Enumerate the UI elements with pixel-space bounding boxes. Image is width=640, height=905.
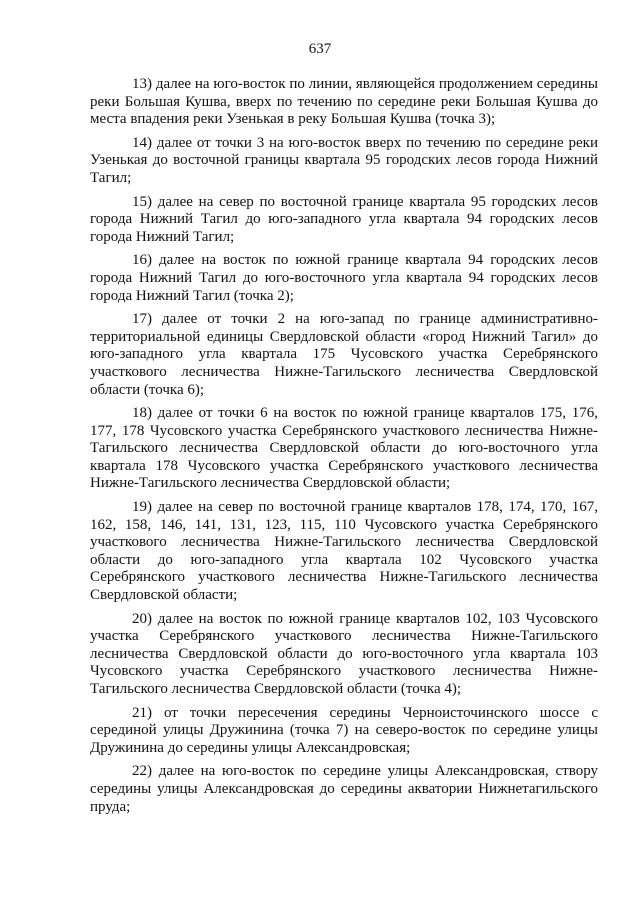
- document-body: [90, 76, 598, 822]
- page-number: 637: [308, 41, 332, 57]
- paragraph-22: 22) далее на юго-восток по середине улицы Александровская, створу середины улицы Александровская до середины акватории Нижнетагильского пруда;: [90, 763, 598, 815]
- paragraph-21: 21) от точки пересечения середины Черноисточинского шоссе с серединой улицы Дружинина (точка 7) на северо-восток по середине улицы Дружинина до середины улицы Александровская;: [90, 704, 598, 756]
- paragraph-16: 16) далее на восток по южной границе квартала 94 городских лесов города Нижний Тагил до юго-восточного угла квартала 94 городских лесов города Нижний Тагил (точка 2);: [90, 252, 598, 304]
- paragraph-18: 18) далее от точки 6 на восток по южной границе кварталов 175, 176, 177, 178 Чусовского участка Серебрянского участкового лесничества Нижне-Тагильского лесничества Свердловской области до юго-восточного угла квартала 178 Чусовского участка Серебрянского участкового лесничества Нижне-Тагильского лесничества Свердловской области;: [90, 405, 598, 492]
- paragraph-17: 17) далее от точки 2 на юго-запад по границе административно-территориальной единицы Свердловской области «город Нижний Тагил» до юго-западного угла квартала 175 Чусовского участка Серебрянского участкового лесничества Нижне-Тагильского лесничества Свердловской области (точка 6);: [90, 311, 598, 398]
- paragraph-13: 13) далее на юго-восток по линии, являющейся продолжением середины реки Большая Кушва, вверх по течению по середине реки Большая Кушва до места впадения реки Узенькая в реку Большая Кушва (точка 3);: [90, 76, 598, 128]
- paragraph-20: 20) далее на восток по южной границе кварталов 102, 103 Чусовского участка Серебрянского участкового лесничества Нижне-Тагильского лесничества Свердловской области до юго-восточного угла квартала 103 Чусовского участка Серебрянского участкового лесничества Нижне-Тагильского лесничества Свердловской области (точка 4);: [90, 610, 598, 697]
- paragraph-14: 14) далее от точки 3 на юго-восток вверх по течению по середине реки Узенькая до восточной границы квартала 95 городских лесов города Нижний Тагил;: [90, 134, 598, 186]
- paragraph-19: 19) далее на север по восточной границе кварталов 178, 174, 170, 167, 162, 158, 146, 141, 131, 123, 115, 110 Чусовского участка Серебрянского участкового лесничества Нижне-Тагильского лесничества Свердловской области до юго-западного угла квартала 102 Чусовского участка Серебрянского участкового лесничества Нижне-Тагильского лесничества Свердловской области;: [90, 499, 598, 604]
- paragraph-15: 15) далее на север по восточной границе квартала 95 городских лесов города Нижний Тагил до юго-западного угла квартала 94 городских лесов города Нижний Тагил;: [90, 193, 598, 245]
